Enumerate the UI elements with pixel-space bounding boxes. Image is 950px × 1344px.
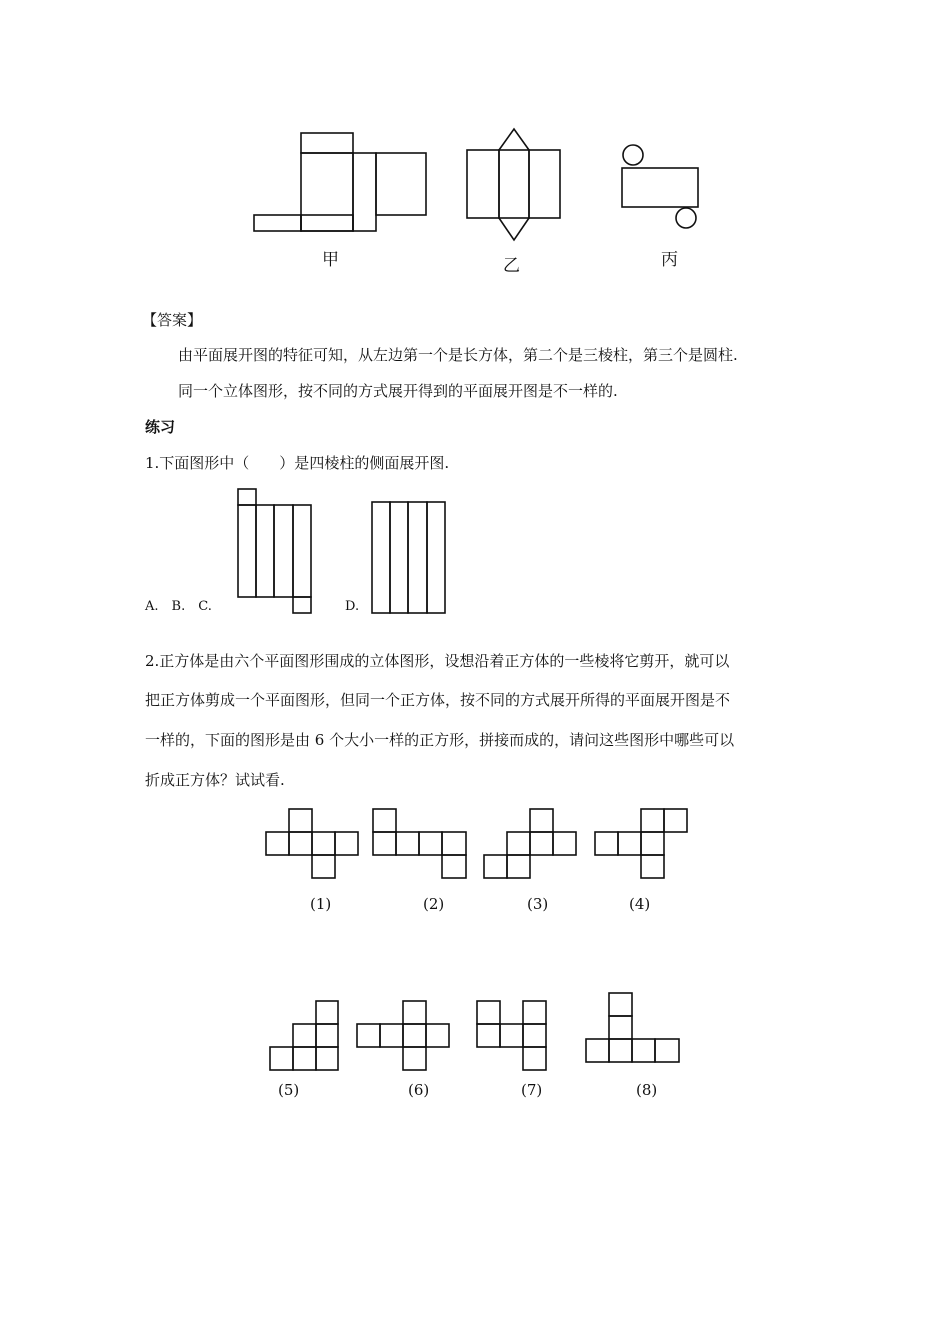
net-label-8: (8) [636,1081,658,1099]
practice-heading: 练习 [145,418,176,436]
net-label-7: (7) [521,1081,543,1099]
label-bing: 丙 [661,250,678,270]
answer-heading: 【答案】 [142,311,203,329]
option-d: D. [345,599,360,614]
label-yi: 乙 [503,256,520,276]
net-label-1: (1) [310,895,332,913]
question-2-line-4: 折成正方体？试试看. [145,771,285,789]
label-jia: 甲 [322,250,339,270]
question-2-line-2: 把正方体剪成一个平面图形，但同一个正方体，按不同的方式展开所得的平面展开图是不 [145,691,731,709]
net-label-6: (6) [408,1081,430,1099]
net-label-3: (3) [527,895,549,913]
question-2-line-1: 2.正方体是由六个平面图形围成的立体图形，设想沿着正方体的一些棱将它剪开，就可以 [145,652,730,670]
question-1: 1.下面图形中（ ）是四棱柱的侧面展开图. [145,454,450,472]
answer-line-2: 同一个立体图形，按不同的方式展开得到的平面展开图是不一样的. [178,382,618,400]
answer-line-1: 由平面展开图的特征可知，从左边第一个是长方体，第二个是三棱柱，第三个是圆柱. [178,346,738,364]
net-label-5: (5) [278,1081,300,1099]
net-label-2: (2) [423,895,445,913]
question-2-line-3: 一样的，下面的图形是由 6 个大小一样的正方形，拼接而成的，请问这些图形中哪些可以 [145,731,735,749]
options-abc: A. B. C. [145,599,212,614]
net-label-4: (4) [629,895,651,913]
